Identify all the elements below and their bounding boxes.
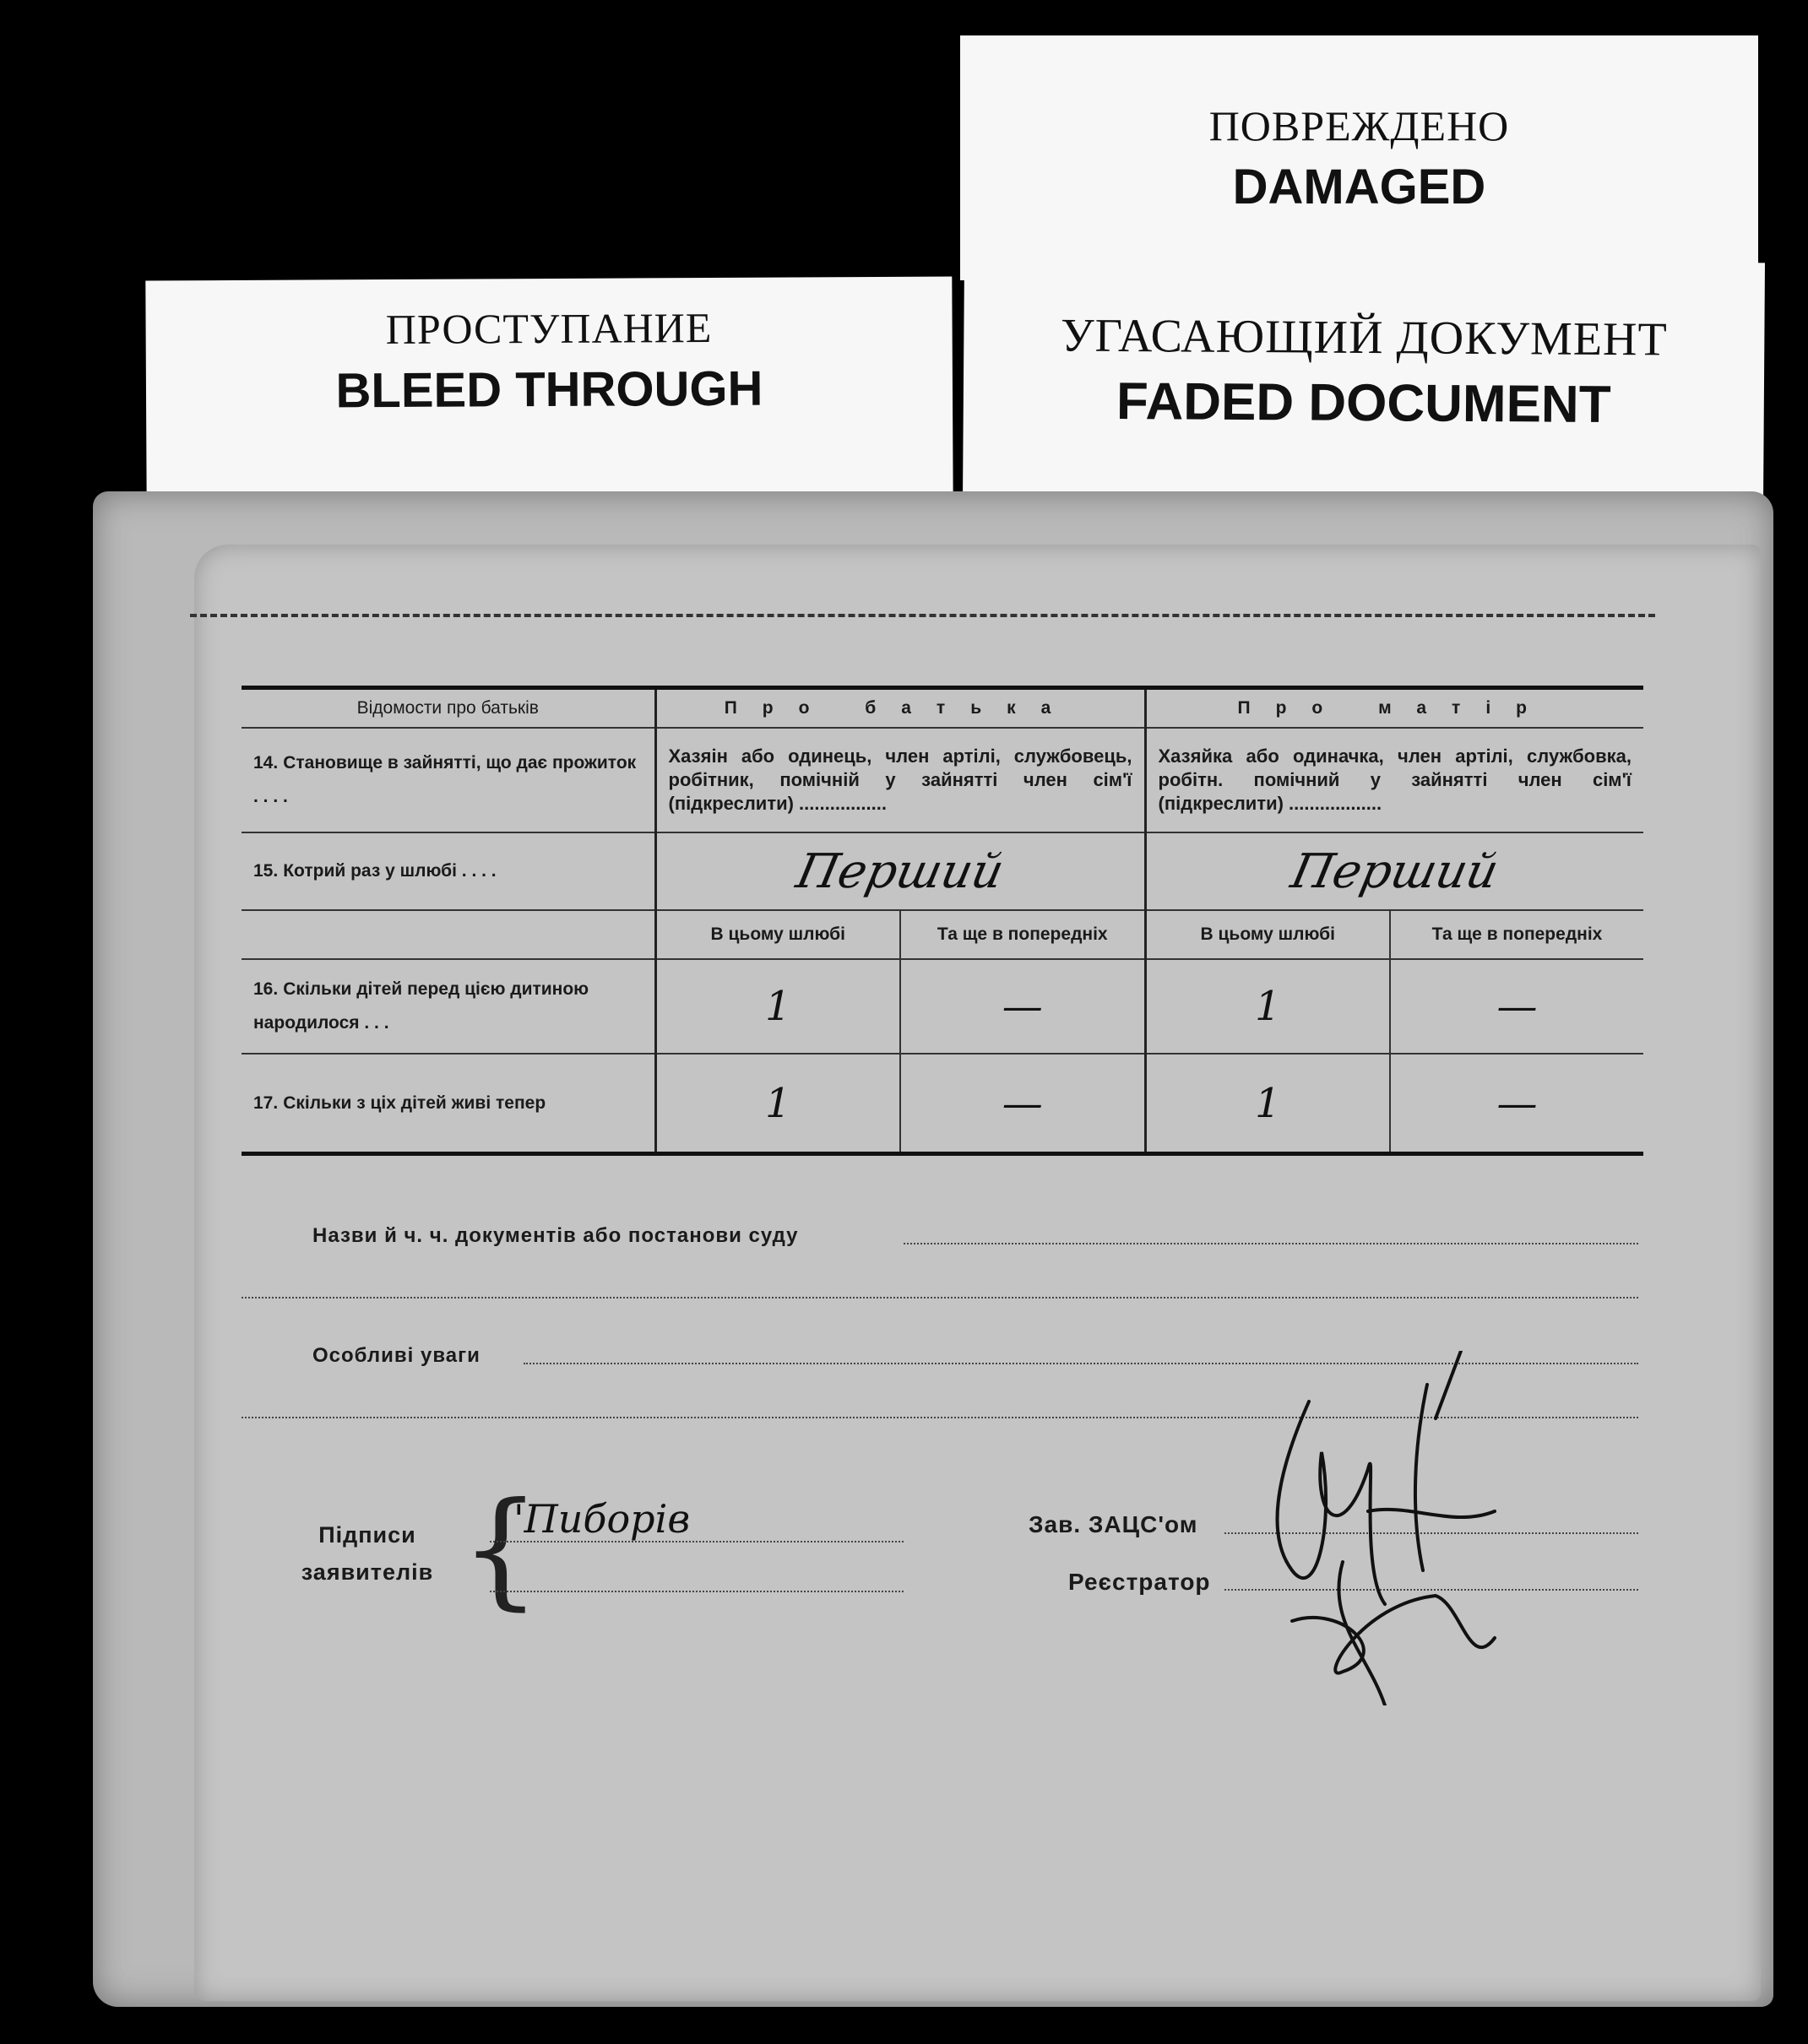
mother-living-this: 1 [1145,1054,1390,1154]
mother-living-previous: — [1390,1054,1643,1154]
faded-label-ru: УГАСАЮЩИЙ ДОКУМЕНТ [1060,309,1668,366]
tear-off-dashed-line [190,614,1655,617]
row-number: 16. [253,979,279,999]
table-row [242,728,1643,832]
mother-children-previous: — [1390,959,1643,1054]
damaged-label-en: DAMAGED [1232,160,1486,214]
table-row [242,1054,1643,1154]
row-label: Котрий раз у шлюбі . . . . [283,861,497,881]
notes-field-label: Особливі уваги [312,1344,481,1367]
damaged-label-card [960,35,1758,280]
row-label: Скільки дітей перед цією дитиною народилося . . . [253,979,589,1033]
documents-field-label: Назви й ч. ч. документів або постанови суду [312,1224,799,1247]
damaged-label-ru: ПОВРЕЖДЕНО [1208,102,1510,149]
applicant-sign-line [490,1541,904,1542]
table-header-row [242,688,1643,729]
documents-field-line-2 [242,1297,1638,1299]
father-occupation: Хазяін або одинець, член артілі, службовець, робітник, помічній у зайнятті член сім'ї (підкреслити) ................. [655,728,1145,832]
bleed-label-ru: ПРОСТУПАНИЕ [385,303,713,354]
row-number: 17. [253,1092,279,1113]
subheader-previous: Та ще в попередніх [1390,910,1643,959]
father-marriage-count: Перший [647,832,1154,910]
documents-field-line [904,1243,1638,1244]
row-number: 15. [253,861,279,881]
faded-document-label-card [963,258,1765,508]
row-label: Становище в зайнятті, що дає прожиток . . . . [253,753,637,806]
header-parents: Відомости про батьків [242,688,655,729]
subheader-this-marriage: В цьому шлюбі [1145,910,1390,959]
header-father: Про батька [724,698,1077,718]
applicant-sign-line-2 [490,1591,904,1592]
mother-occupation: Хазяйка або одиначка, член артілі, службовка, робітн. помічний у зайнятті член сім'ї (підкреслити) .................. [1145,728,1643,832]
applicant-signature: 'Пиборів [513,1496,691,1542]
subheader-this-marriage: В цьому шлюбі [655,910,900,959]
parents-info-table [242,686,1643,1156]
header-mother: Про матір [1237,698,1552,718]
table-row [242,959,1643,1054]
applicants-signatures-label: Підписи заявителів [301,1522,434,1585]
faded-label-en: FADED DOCUMENT [1116,371,1611,435]
father-children-this: 1 [655,959,900,1054]
mother-children-this: 1 [1145,959,1390,1054]
mother-marriage-count: Перший [1137,832,1652,910]
row-number: 14. [253,753,279,773]
subheader-previous: Та ще в попередніх [900,910,1145,959]
registrar-label: Реєстратор [1068,1569,1211,1595]
zags-head-label: Зав. ЗАЦС'ом [1029,1511,1198,1537]
row-label: Скільки з ціх дітей живі тепер [283,1092,546,1113]
father-living-previous: — [900,1054,1145,1154]
father-living-this: 1 [655,1054,900,1154]
applicants-brace: { [460,1476,541,1623]
bleed-label-en: BLEED THROUGH [335,361,763,419]
table-row [242,832,1643,910]
table-subheader-row [242,910,1643,959]
bleed-through-label-card [145,277,953,509]
father-children-previous: — [900,959,1145,1054]
official-signature [1241,1351,1562,1705]
